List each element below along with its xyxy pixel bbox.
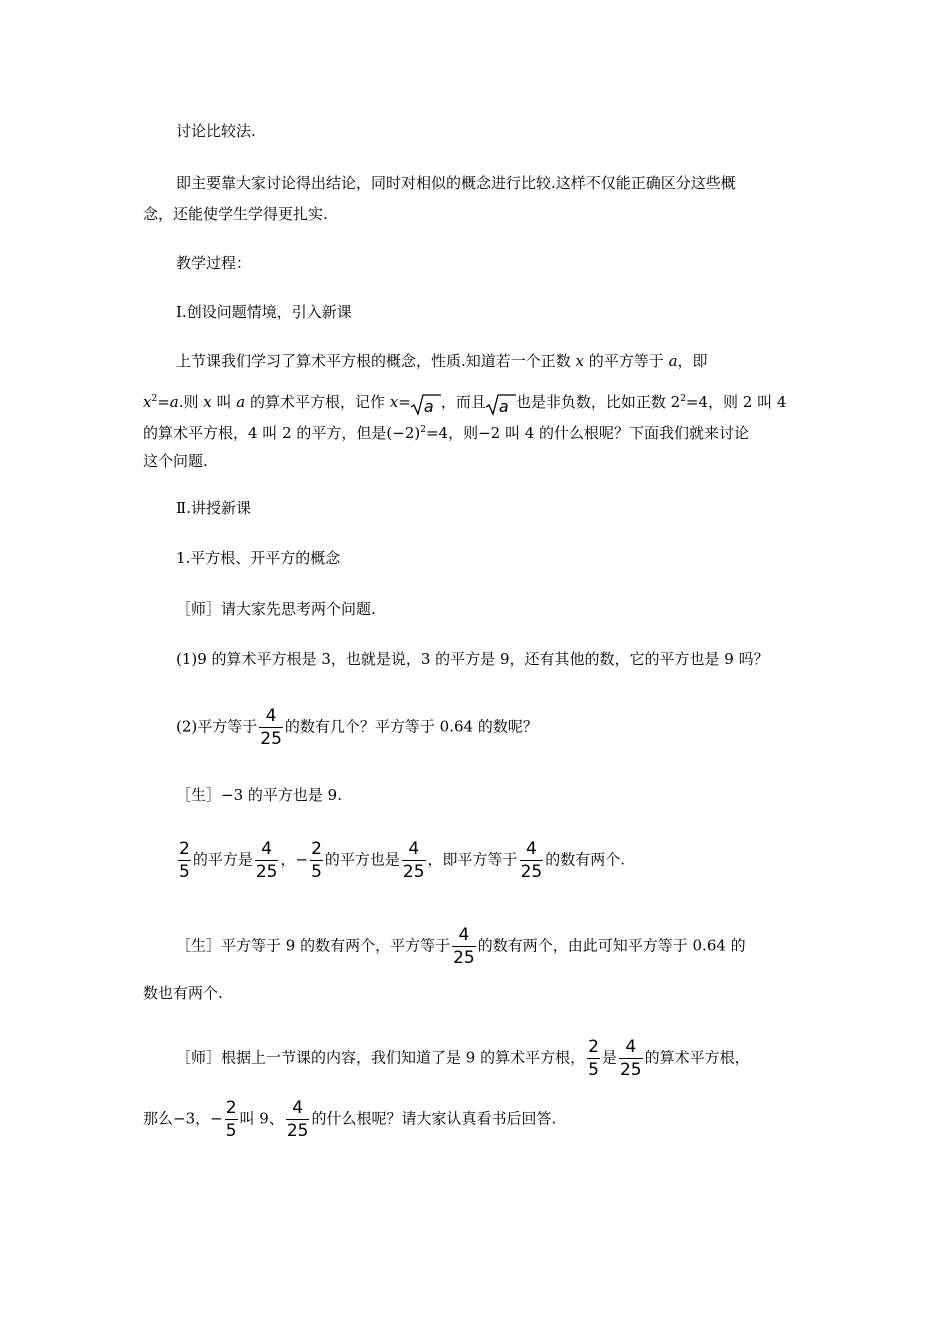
student-answer-fractions: $\frac{2}{5}$ 的平方是 $\frac{4}{25}$ ，− $\frac{2}{5}$ 的平方也是 $\frac{4}{25}$ ，即平方等于 $\frac{4}{25}$ 的数有两个. xyxy=(179,839,625,882)
question-1: (1)9 的算术平方根是 3，也就是说，3 的平方是 9，还有其他的数，它的平方也是 9 吗？ xyxy=(176,650,769,668)
fraction-4-25: $\frac{4}{25}$ xyxy=(255,839,278,882)
subsection-heading: 1.平方根、开平方的概念 xyxy=(176,549,341,567)
section-heading-process: 教学过程： xyxy=(176,254,252,272)
sqrt-a-formula: a xyxy=(411,394,441,416)
teacher-summary-line1: ［师］根据上一节课的内容，我们知道了是 9 的算术平方根， $\frac{2}{5}$ 是 $\frac{4}{25}$ 的算术平方根， xyxy=(176,1037,750,1080)
student-answer-2-line2: 数也有两个. xyxy=(143,984,223,1002)
fraction-2-5: $\frac{2}{5}$ xyxy=(311,839,322,882)
fraction-4-25: $\frac{4}{25}$ xyxy=(453,925,475,968)
fraction-4-25: $\frac{4}{25}$ xyxy=(260,706,282,749)
student-answer-1: ［生］−3 的平方也是 9. xyxy=(176,786,342,804)
fraction-4-25: $\frac{4}{25}$ xyxy=(520,839,543,882)
paragraph-review-line3: 的算术平方根，4 叫 2 的平方，但是$(-2)^2=4$，则−2 叫 4 的什么根呢？下面我们就来讨论 xyxy=(143,424,750,442)
teacher-question-intro: ［师］请大家先思考两个问题. xyxy=(176,600,376,618)
paragraph-method: 讨论比较法. xyxy=(176,122,256,140)
teacher-summary-line2: 那么−3，− $\frac{2}{5}$ 叫 9、 $\frac{4}{25}$ 的什么根呢？请大家认真看书后回答. xyxy=(143,1098,557,1141)
fraction-2-5: $\frac{2}{5}$ xyxy=(588,1037,599,1080)
question-2: (2)平方等于 $\frac{4}{25}$ 的数有几个？平方等于 0.64 的数呢？ xyxy=(176,706,538,749)
section-heading-2: Ⅱ.讲授新课 xyxy=(176,499,251,517)
paragraph-review-line1: 上节课我们学习了算术平方根的概念，性质.知道若一个正数 x 的平方等于 a，即 xyxy=(176,352,708,370)
paragraph-review-line2: $x^2=a$.则 x 叫 a 的算术平方根，记作 x= a ，而且 a 也是非负数，比如正数 $2^2=4$，则 2 叫 4 xyxy=(143,393,787,416)
section-heading-1: Ⅰ.创设问题情境，引入新课 xyxy=(176,303,352,321)
fraction-2-5: $\frac{2}{5}$ xyxy=(179,839,190,882)
fraction-4-25: $\frac{4}{25}$ xyxy=(619,1037,642,1080)
paragraph-intro-line2: 念，还能使学生学得更扎实. xyxy=(143,205,328,223)
fraction-2-5: $\frac{2}{5}$ xyxy=(225,1098,237,1141)
sqrt-a-formula-2: a xyxy=(486,394,516,416)
paragraph-intro-line1: 即主要靠大家讨论得出结论，同时对相似的概念进行比较.这样不仅能正确区分这些概 xyxy=(176,174,736,192)
paragraph-review-line4: 这个问题. xyxy=(143,452,208,470)
fraction-4-25: $\frac{4}{25}$ xyxy=(286,1098,309,1141)
fraction-4-25: $\frac{4}{25}$ xyxy=(402,839,425,882)
student-answer-2-line1: ［生］平方等于 9 的数有两个，平方等于 $\frac{4}{25}$ 的数有两个，由此可知平方等于 0.64 的 xyxy=(176,925,746,968)
